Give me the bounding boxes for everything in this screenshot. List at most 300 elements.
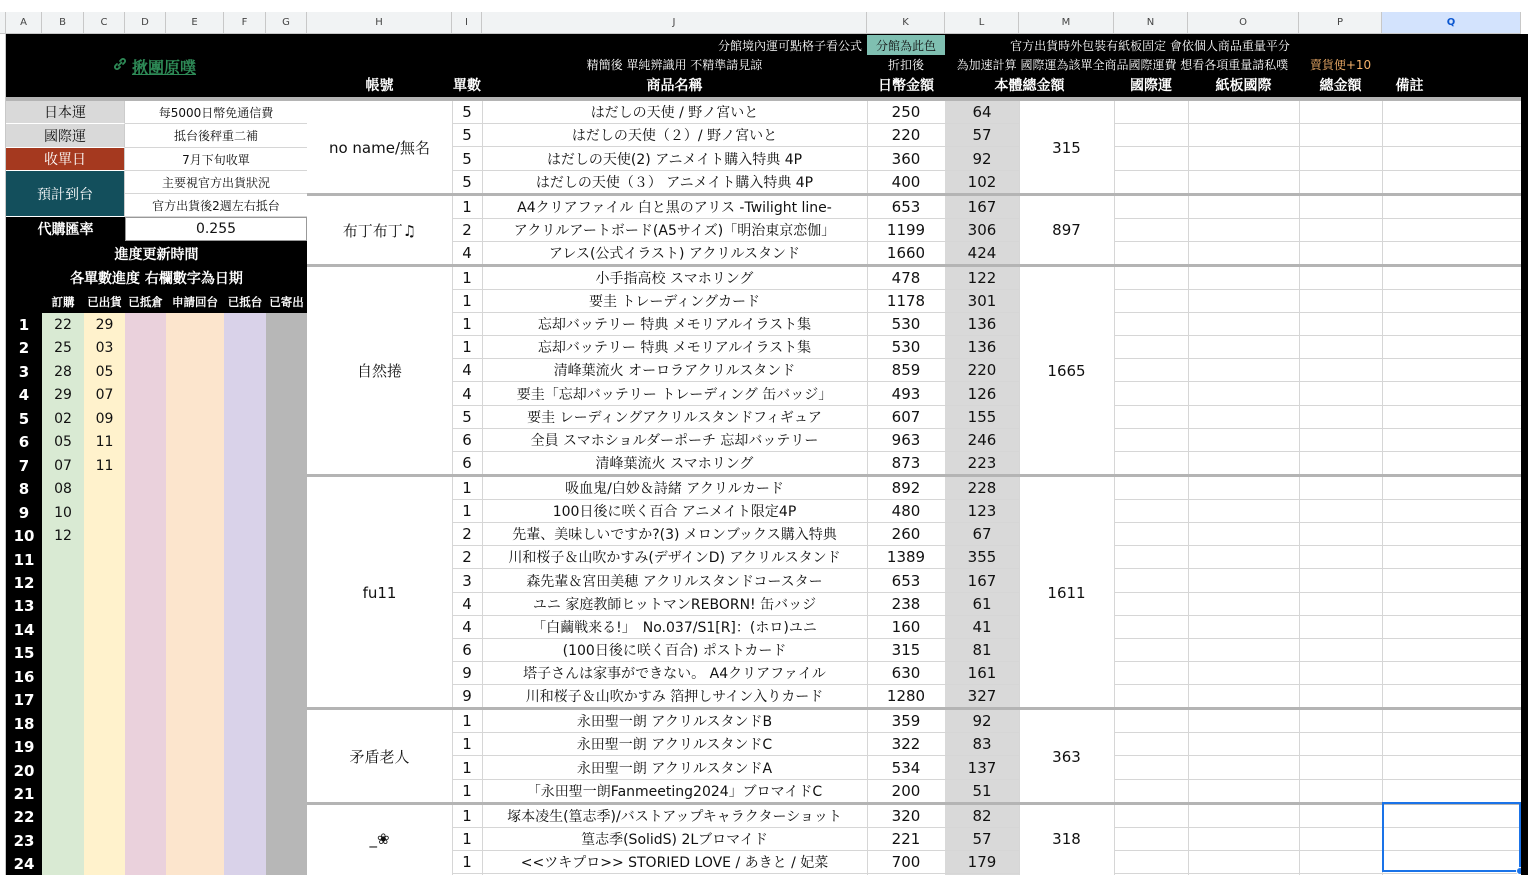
cell-o[interactable] — [1188, 804, 1299, 828]
cell-o[interactable] — [1188, 242, 1299, 265]
item-discounted[interactable]: 51 — [945, 780, 1019, 803]
item-yen[interactable]: 1199 — [867, 219, 945, 242]
cell-n[interactable] — [1114, 569, 1188, 593]
cell-n[interactable] — [1114, 101, 1188, 124]
item-discounted[interactable]: 126 — [945, 382, 1019, 406]
cell-p[interactable] — [1299, 171, 1382, 194]
progress-order-date[interactable] — [42, 852, 84, 875]
item-name[interactable]: 忘却バッテリー 特典 メモリアルイラスト集 — [482, 336, 867, 359]
item-name[interactable]: A4クリアファイル 白と黒のアリス -Twilight line- — [482, 195, 867, 219]
item-qty[interactable]: 1 — [452, 290, 482, 313]
item-yen[interactable]: 250 — [867, 101, 945, 124]
progress-order-date[interactable] — [42, 665, 84, 688]
cell-o[interactable] — [1188, 147, 1299, 171]
item-yen[interactable]: 360 — [867, 147, 945, 171]
item-qty[interactable]: 4 — [452, 242, 482, 265]
item-yen[interactable]: 859 — [867, 359, 945, 382]
cell-o[interactable] — [1188, 523, 1299, 546]
progress-order-date[interactable] — [42, 618, 84, 641]
cell-q[interactable] — [1382, 101, 1521, 124]
cell-o[interactable] — [1188, 406, 1299, 429]
item-qty[interactable]: 6 — [452, 639, 482, 662]
item-qty[interactable]: 1 — [452, 313, 482, 336]
item-yen[interactable]: 359 — [867, 710, 945, 733]
item-discounted[interactable]: 167 — [945, 569, 1019, 593]
cell-n[interactable] — [1114, 756, 1188, 780]
cell-o[interactable] — [1188, 336, 1299, 359]
progress-order-date[interactable] — [42, 805, 84, 828]
cell-p[interactable] — [1299, 195, 1382, 219]
cell-p[interactable] — [1299, 452, 1382, 475]
column-header-e[interactable]: E — [166, 12, 224, 34]
item-qty[interactable]: 5 — [452, 124, 482, 147]
progress-order-date[interactable] — [42, 829, 84, 852]
column-header-a[interactable]: A — [6, 12, 42, 34]
cell-p[interactable] — [1299, 101, 1382, 124]
cell-p[interactable] — [1299, 523, 1382, 546]
progress-order-date[interactable] — [42, 782, 84, 805]
cell-q[interactable] — [1382, 569, 1521, 593]
progress-shipped-date[interactable] — [84, 782, 125, 805]
cell-o[interactable] — [1188, 780, 1299, 803]
cell-n[interactable] — [1114, 685, 1188, 708]
item-yen[interactable]: 534 — [867, 756, 945, 780]
progress-shipped-date[interactable] — [84, 829, 125, 852]
item-name[interactable]: 永田聖一朗 アクリルスタンドA — [482, 756, 867, 780]
cell-p[interactable] — [1299, 429, 1382, 452]
body-total[interactable]: 1665 — [1047, 361, 1086, 380]
progress-order-date[interactable] — [42, 688, 84, 711]
cell-n[interactable] — [1114, 452, 1188, 475]
item-yen[interactable]: 260 — [867, 523, 945, 546]
cell-n[interactable] — [1114, 616, 1188, 639]
cell-p[interactable] — [1299, 710, 1382, 733]
cell-o[interactable] — [1188, 851, 1299, 874]
progress-order-date[interactable]: 02 — [54, 410, 72, 427]
item-yen[interactable]: 400 — [867, 171, 945, 194]
item-qty[interactable]: 1 — [452, 477, 482, 500]
progress-order-date[interactable]: 12 — [54, 527, 72, 544]
progress-shipped-date[interactable] — [84, 665, 125, 688]
cell-n[interactable] — [1114, 523, 1188, 546]
cell-n[interactable] — [1114, 851, 1188, 874]
item-name[interactable]: はだしの天使 / 野ノ宮いと — [482, 101, 867, 124]
cell-q[interactable] — [1382, 359, 1521, 382]
column-header-m[interactable]: M — [1019, 12, 1114, 34]
item-discounted[interactable]: 306 — [945, 219, 1019, 242]
cell-q[interactable] — [1382, 780, 1521, 803]
progress-order-date[interactable] — [42, 759, 84, 782]
item-name[interactable]: 吸血鬼/白妙＆詩緒 アクリルカード — [482, 477, 867, 500]
cell-p[interactable] — [1299, 804, 1382, 828]
cell-n[interactable] — [1114, 406, 1188, 429]
cell-q[interactable] — [1382, 523, 1521, 546]
item-qty[interactable]: 1 — [452, 195, 482, 219]
cell-q[interactable] — [1382, 477, 1521, 500]
item-discounted[interactable]: 81 — [945, 639, 1019, 662]
progress-shipped-date[interactable]: 03 — [95, 339, 114, 356]
column-header-o[interactable]: O — [1188, 12, 1299, 34]
cell-q[interactable] — [1382, 616, 1521, 639]
progress-shipped-date[interactable] — [84, 641, 125, 664]
item-yen[interactable]: 238 — [867, 593, 945, 616]
cell-o[interactable] — [1188, 195, 1299, 219]
item-discounted[interactable]: 155 — [945, 406, 1019, 429]
cell-o[interactable] — [1188, 710, 1299, 733]
cell-o[interactable] — [1188, 569, 1299, 593]
progress-order-date[interactable]: 29 — [54, 386, 72, 403]
item-name[interactable]: <<ツキプロ>> STORIED LOVE / あきと / 妃菜 — [482, 851, 867, 874]
column-header-l[interactable]: L — [945, 12, 1019, 34]
item-discounted[interactable]: 102 — [945, 171, 1019, 194]
cell-o[interactable] — [1188, 171, 1299, 194]
cell-q[interactable] — [1382, 313, 1521, 336]
item-name[interactable]: 塔子さんは家事ができない。 A4クリアファイル — [482, 662, 867, 685]
item-name[interactable]: 要圭「忘却バッテリー トレーディング 缶バッジ」 — [482, 382, 867, 406]
item-yen[interactable]: 221 — [867, 828, 945, 851]
item-qty[interactable]: 6 — [452, 429, 482, 452]
item-discounted[interactable]: 424 — [945, 242, 1019, 265]
item-yen[interactable]: 1389 — [867, 546, 945, 569]
progress-shipped-date[interactable] — [84, 688, 125, 711]
item-discounted[interactable]: 64 — [945, 101, 1019, 124]
item-yen[interactable]: 892 — [867, 477, 945, 500]
cell-o[interactable] — [1188, 313, 1299, 336]
cell-o[interactable] — [1188, 477, 1299, 500]
cell-p[interactable] — [1299, 639, 1382, 662]
item-yen[interactable]: 530 — [867, 336, 945, 359]
cell-p[interactable] — [1299, 219, 1382, 242]
body-total[interactable]: 897 — [1052, 221, 1081, 239]
item-name[interactable]: 小手指高校 スマホリング — [482, 266, 867, 290]
item-discounted[interactable]: 57 — [945, 124, 1019, 147]
item-qty[interactable]: 1 — [452, 851, 482, 874]
account-name[interactable]: 矛盾老人 — [349, 748, 410, 766]
cell-o[interactable] — [1188, 219, 1299, 242]
cell-q[interactable] — [1382, 147, 1521, 171]
progress-shipped-date[interactable] — [84, 548, 125, 571]
cell-n[interactable] — [1114, 359, 1188, 382]
cell-o[interactable] — [1188, 828, 1299, 851]
cell-q[interactable] — [1382, 382, 1521, 406]
item-qty[interactable]: 4 — [452, 616, 482, 639]
column-header-p[interactable]: P — [1299, 12, 1382, 34]
progress-shipped-date[interactable] — [84, 501, 125, 524]
item-qty[interactable]: 6 — [452, 452, 482, 475]
cell-p[interactable] — [1299, 500, 1382, 523]
cell-q[interactable] — [1382, 266, 1521, 290]
item-name[interactable]: 清峰葉流火 オーロラアクリルスタンド — [482, 359, 867, 382]
item-name[interactable]: 「白繭戦来る!」 No.037/S1[R]：(ホロ)ユニ — [482, 616, 867, 639]
cell-n[interactable] — [1114, 124, 1188, 147]
item-name[interactable]: 森先輩＆宮田美穂 アクリルスタンドコースター — [482, 569, 867, 593]
item-qty[interactable]: 4 — [452, 382, 482, 406]
item-qty[interactable]: 1 — [452, 733, 482, 756]
progress-order-date[interactable] — [42, 735, 84, 758]
cell-q[interactable] — [1382, 710, 1521, 733]
column-header-f[interactable]: F — [224, 12, 266, 34]
progress-shipped-date[interactable] — [84, 594, 125, 617]
account-name[interactable]: 布丁布丁♫ — [342, 221, 417, 240]
cell-p[interactable] — [1299, 780, 1382, 803]
item-yen[interactable]: 873 — [867, 452, 945, 475]
cell-o[interactable] — [1188, 662, 1299, 685]
cell-p[interactable] — [1299, 593, 1382, 616]
cell-p[interactable] — [1299, 147, 1382, 171]
progress-shipped-date[interactable] — [84, 712, 125, 735]
item-name[interactable]: 塚本凌生(篁志季)/バストアップキャラクターショット — [482, 804, 867, 828]
progress-shipped-date[interactable] — [84, 805, 125, 828]
progress-shipped-date[interactable] — [84, 618, 125, 641]
item-name[interactable]: アクリルアートボード(A5サイズ)「明治東京恋伽」 — [482, 219, 867, 242]
item-yen[interactable]: 493 — [867, 382, 945, 406]
cell-q[interactable] — [1382, 336, 1521, 359]
progress-shipped-date[interactable]: 29 — [95, 316, 114, 333]
cell-n[interactable] — [1114, 500, 1188, 523]
item-yen[interactable]: 478 — [867, 266, 945, 290]
cell-p[interactable] — [1299, 477, 1382, 500]
cell-n[interactable] — [1114, 828, 1188, 851]
column-header-h[interactable]: H — [307, 12, 452, 34]
cell-o[interactable] — [1188, 733, 1299, 756]
item-discounted[interactable]: 92 — [945, 147, 1019, 171]
item-name[interactable]: 清峰葉流火 スマホリング — [482, 452, 867, 475]
cell-p[interactable] — [1299, 266, 1382, 290]
item-discounted[interactable]: 82 — [945, 804, 1019, 828]
cell-p[interactable] — [1299, 733, 1382, 756]
cell-q[interactable] — [1382, 242, 1521, 265]
progress-order-date[interactable]: 25 — [54, 339, 72, 356]
item-qty[interactable]: 1 — [452, 780, 482, 803]
progress-shipped-date[interactable] — [84, 852, 125, 875]
progress-order-date[interactable]: 05 — [54, 433, 72, 450]
cell-p[interactable] — [1299, 382, 1382, 406]
item-name[interactable]: ユニ 家庭教師ヒットマンREBORN! 缶バッジ — [482, 593, 867, 616]
item-yen[interactable]: 200 — [867, 780, 945, 803]
item-discounted[interactable]: 41 — [945, 616, 1019, 639]
item-qty[interactable]: 2 — [452, 219, 482, 242]
account-name[interactable]: fu11 — [362, 584, 397, 602]
cell-n[interactable] — [1114, 147, 1188, 171]
item-qty[interactable]: 9 — [452, 685, 482, 708]
item-name[interactable]: 篁志季(SolidS) 2Lブロマイド — [482, 828, 867, 851]
cell-q[interactable] — [1382, 429, 1521, 452]
item-discounted[interactable]: 67 — [945, 523, 1019, 546]
cell-p[interactable] — [1299, 616, 1382, 639]
item-yen[interactable]: 160 — [867, 616, 945, 639]
item-qty[interactable]: 4 — [452, 593, 482, 616]
cell-q[interactable] — [1382, 662, 1521, 685]
cell-q[interactable] — [1382, 171, 1521, 194]
progress-shipped-date[interactable] — [84, 735, 125, 758]
cell-p[interactable] — [1299, 685, 1382, 708]
cell-q[interactable] — [1382, 219, 1521, 242]
item-discounted[interactable]: 228 — [945, 477, 1019, 500]
item-yen[interactable]: 1178 — [867, 290, 945, 313]
column-header-j[interactable]: J — [482, 12, 867, 34]
cell-n[interactable] — [1114, 639, 1188, 662]
column-header-c[interactable]: C — [84, 12, 125, 34]
cell-p[interactable] — [1299, 359, 1382, 382]
item-discounted[interactable]: 123 — [945, 500, 1019, 523]
column-header-g[interactable]: G — [266, 12, 307, 34]
item-name[interactable]: 100日後に咲く百合 アニメイト限定4P — [482, 500, 867, 523]
item-discounted[interactable]: 122 — [945, 266, 1019, 290]
item-qty[interactable]: 1 — [452, 266, 482, 290]
cell-n[interactable] — [1114, 266, 1188, 290]
cell-q[interactable] — [1382, 733, 1521, 756]
cell-n[interactable] — [1114, 804, 1188, 828]
cell-o[interactable] — [1188, 124, 1299, 147]
cell-q[interactable] — [1382, 290, 1521, 313]
plurk-link[interactable] — [42, 55, 266, 77]
item-name[interactable]: 先輩、美味しいですか?(3) メロンブックス購入特典 — [482, 523, 867, 546]
cell-q[interactable] — [1382, 756, 1521, 780]
cell-n[interactable] — [1114, 429, 1188, 452]
item-yen[interactable]: 653 — [867, 569, 945, 593]
cell-o[interactable] — [1188, 452, 1299, 475]
item-yen[interactable]: 220 — [867, 124, 945, 147]
body-total[interactable]: 1611 — [1047, 584, 1086, 602]
cell-q[interactable] — [1382, 406, 1521, 429]
item-discounted[interactable]: 137 — [945, 756, 1019, 780]
cell-n[interactable] — [1114, 313, 1188, 336]
item-name[interactable]: はだしの天使（２）/ 野ノ宮いと — [482, 124, 867, 147]
progress-order-date[interactable]: 28 — [54, 363, 72, 380]
column-header-d[interactable]: D — [125, 12, 166, 34]
cell-o[interactable] — [1188, 101, 1299, 124]
cell-p[interactable] — [1299, 313, 1382, 336]
cell-p[interactable] — [1299, 242, 1382, 265]
column-header-k[interactable]: K — [867, 12, 945, 34]
item-yen[interactable]: 530 — [867, 313, 945, 336]
progress-order-date[interactable]: 08 — [54, 480, 72, 497]
item-qty[interactable]: 5 — [452, 171, 482, 194]
cell-n[interactable] — [1114, 195, 1188, 219]
cell-q[interactable] — [1382, 124, 1521, 147]
item-name[interactable]: はだしの天使（３） アニメイト購入特典 4P — [482, 171, 867, 194]
item-discounted[interactable]: 167 — [945, 195, 1019, 219]
cell-p[interactable] — [1299, 336, 1382, 359]
rate-value[interactable]: 0.255 — [125, 217, 307, 241]
cell-n[interactable] — [1114, 780, 1188, 803]
cell-p[interactable] — [1299, 290, 1382, 313]
item-name[interactable]: 川和桜子＆山吹かすみ 箔押しサイン入りカード — [482, 685, 867, 708]
item-discounted[interactable]: 136 — [945, 313, 1019, 336]
item-yen[interactable]: 963 — [867, 429, 945, 452]
cell-o[interactable] — [1188, 290, 1299, 313]
item-yen[interactable]: 322 — [867, 733, 945, 756]
item-name[interactable]: 永田聖一朗 アクリルスタンドB — [482, 710, 867, 733]
cell-q[interactable] — [1382, 639, 1521, 662]
cell-p[interactable] — [1299, 828, 1382, 851]
item-discounted[interactable]: 246 — [945, 429, 1019, 452]
cell-p[interactable] — [1299, 546, 1382, 569]
cell-p[interactable] — [1299, 124, 1382, 147]
progress-shipped-date[interactable]: 05 — [95, 363, 114, 380]
cell-n[interactable] — [1114, 710, 1188, 733]
item-yen[interactable]: 607 — [867, 406, 945, 429]
progress-order-date[interactable] — [42, 641, 84, 664]
item-qty[interactable]: 2 — [452, 546, 482, 569]
column-header-n[interactable]: N — [1114, 12, 1188, 34]
cell-p[interactable] — [1299, 569, 1382, 593]
body-total[interactable]: 315 — [1052, 138, 1081, 157]
cell-p[interactable] — [1299, 662, 1382, 685]
item-discounted[interactable]: 136 — [945, 336, 1019, 359]
item-name[interactable]: 川和桜子＆山吹かすみ(デザインD) アクリルスタンド — [482, 546, 867, 569]
progress-order-date[interactable] — [42, 712, 84, 735]
cell-q[interactable] — [1382, 195, 1521, 219]
item-yen[interactable]: 1660 — [867, 242, 945, 265]
item-name[interactable]: (100日後に咲く百合) ポストカード — [482, 639, 867, 662]
item-qty[interactable]: 9 — [452, 662, 482, 685]
item-name[interactable]: 要圭 レーディングアクリルスタンドフィギュア — [482, 406, 867, 429]
item-yen[interactable]: 1280 — [867, 685, 945, 708]
progress-shipped-date[interactable]: 09 — [95, 410, 114, 427]
cell-n[interactable] — [1114, 733, 1188, 756]
item-qty[interactable]: 3 — [452, 569, 482, 593]
cell-n[interactable] — [1114, 477, 1188, 500]
item-yen[interactable]: 630 — [867, 662, 945, 685]
item-qty[interactable]: 5 — [452, 101, 482, 124]
body-total[interactable]: 318 — [1052, 830, 1081, 848]
column-header-q[interactable]: Q — [1382, 12, 1521, 34]
item-discounted[interactable]: 92 — [945, 710, 1019, 733]
body-total[interactable]: 363 — [1052, 747, 1081, 766]
cell-o[interactable] — [1188, 429, 1299, 452]
cell-n[interactable] — [1114, 662, 1188, 685]
item-yen[interactable]: 653 — [867, 195, 945, 219]
item-discounted[interactable]: 161 — [945, 662, 1019, 685]
progress-shipped-date[interactable]: 11 — [95, 433, 114, 450]
progress-order-date[interactable] — [42, 571, 84, 594]
progress-order-date[interactable]: 10 — [54, 504, 72, 521]
account-name[interactable]: 自然捲 — [356, 362, 402, 380]
item-discounted[interactable]: 301 — [945, 290, 1019, 313]
cell-q[interactable] — [1382, 593, 1521, 616]
item-qty[interactable]: 1 — [452, 336, 482, 359]
item-qty[interactable]: 1 — [452, 804, 482, 828]
item-name[interactable]: 「永田聖一朗Fanmeeting2024」ブロマイドC — [482, 780, 867, 803]
cell-q[interactable] — [1382, 452, 1521, 475]
cell-o[interactable] — [1188, 616, 1299, 639]
item-discounted[interactable]: 220 — [945, 359, 1019, 382]
cell-n[interactable] — [1114, 171, 1188, 194]
progress-order-date[interactable] — [42, 548, 84, 571]
progress-order-date[interactable] — [42, 594, 84, 617]
item-name[interactable]: アレス(公式イラスト) アクリルスタンド — [482, 242, 867, 265]
item-qty[interactable]: 1 — [452, 828, 482, 851]
item-name[interactable]: 全員 スマホショルダーポーチ 忘却バッテリー — [482, 429, 867, 452]
selected-cell[interactable] — [1382, 802, 1521, 872]
item-qty[interactable]: 1 — [452, 500, 482, 523]
cell-n[interactable] — [1114, 290, 1188, 313]
item-discounted[interactable]: 327 — [945, 685, 1019, 708]
cell-o[interactable] — [1188, 593, 1299, 616]
item-qty[interactable]: 1 — [452, 756, 482, 780]
cell-o[interactable] — [1188, 382, 1299, 406]
column-header-i[interactable]: I — [452, 12, 482, 34]
cell-q[interactable] — [1382, 546, 1521, 569]
cell-o[interactable] — [1188, 266, 1299, 290]
progress-shipped-date[interactable] — [84, 759, 125, 782]
cell-o[interactable] — [1188, 756, 1299, 780]
cell-o[interactable] — [1188, 639, 1299, 662]
item-qty[interactable]: 5 — [452, 147, 482, 171]
cell-n[interactable] — [1114, 242, 1188, 265]
item-yen[interactable]: 480 — [867, 500, 945, 523]
